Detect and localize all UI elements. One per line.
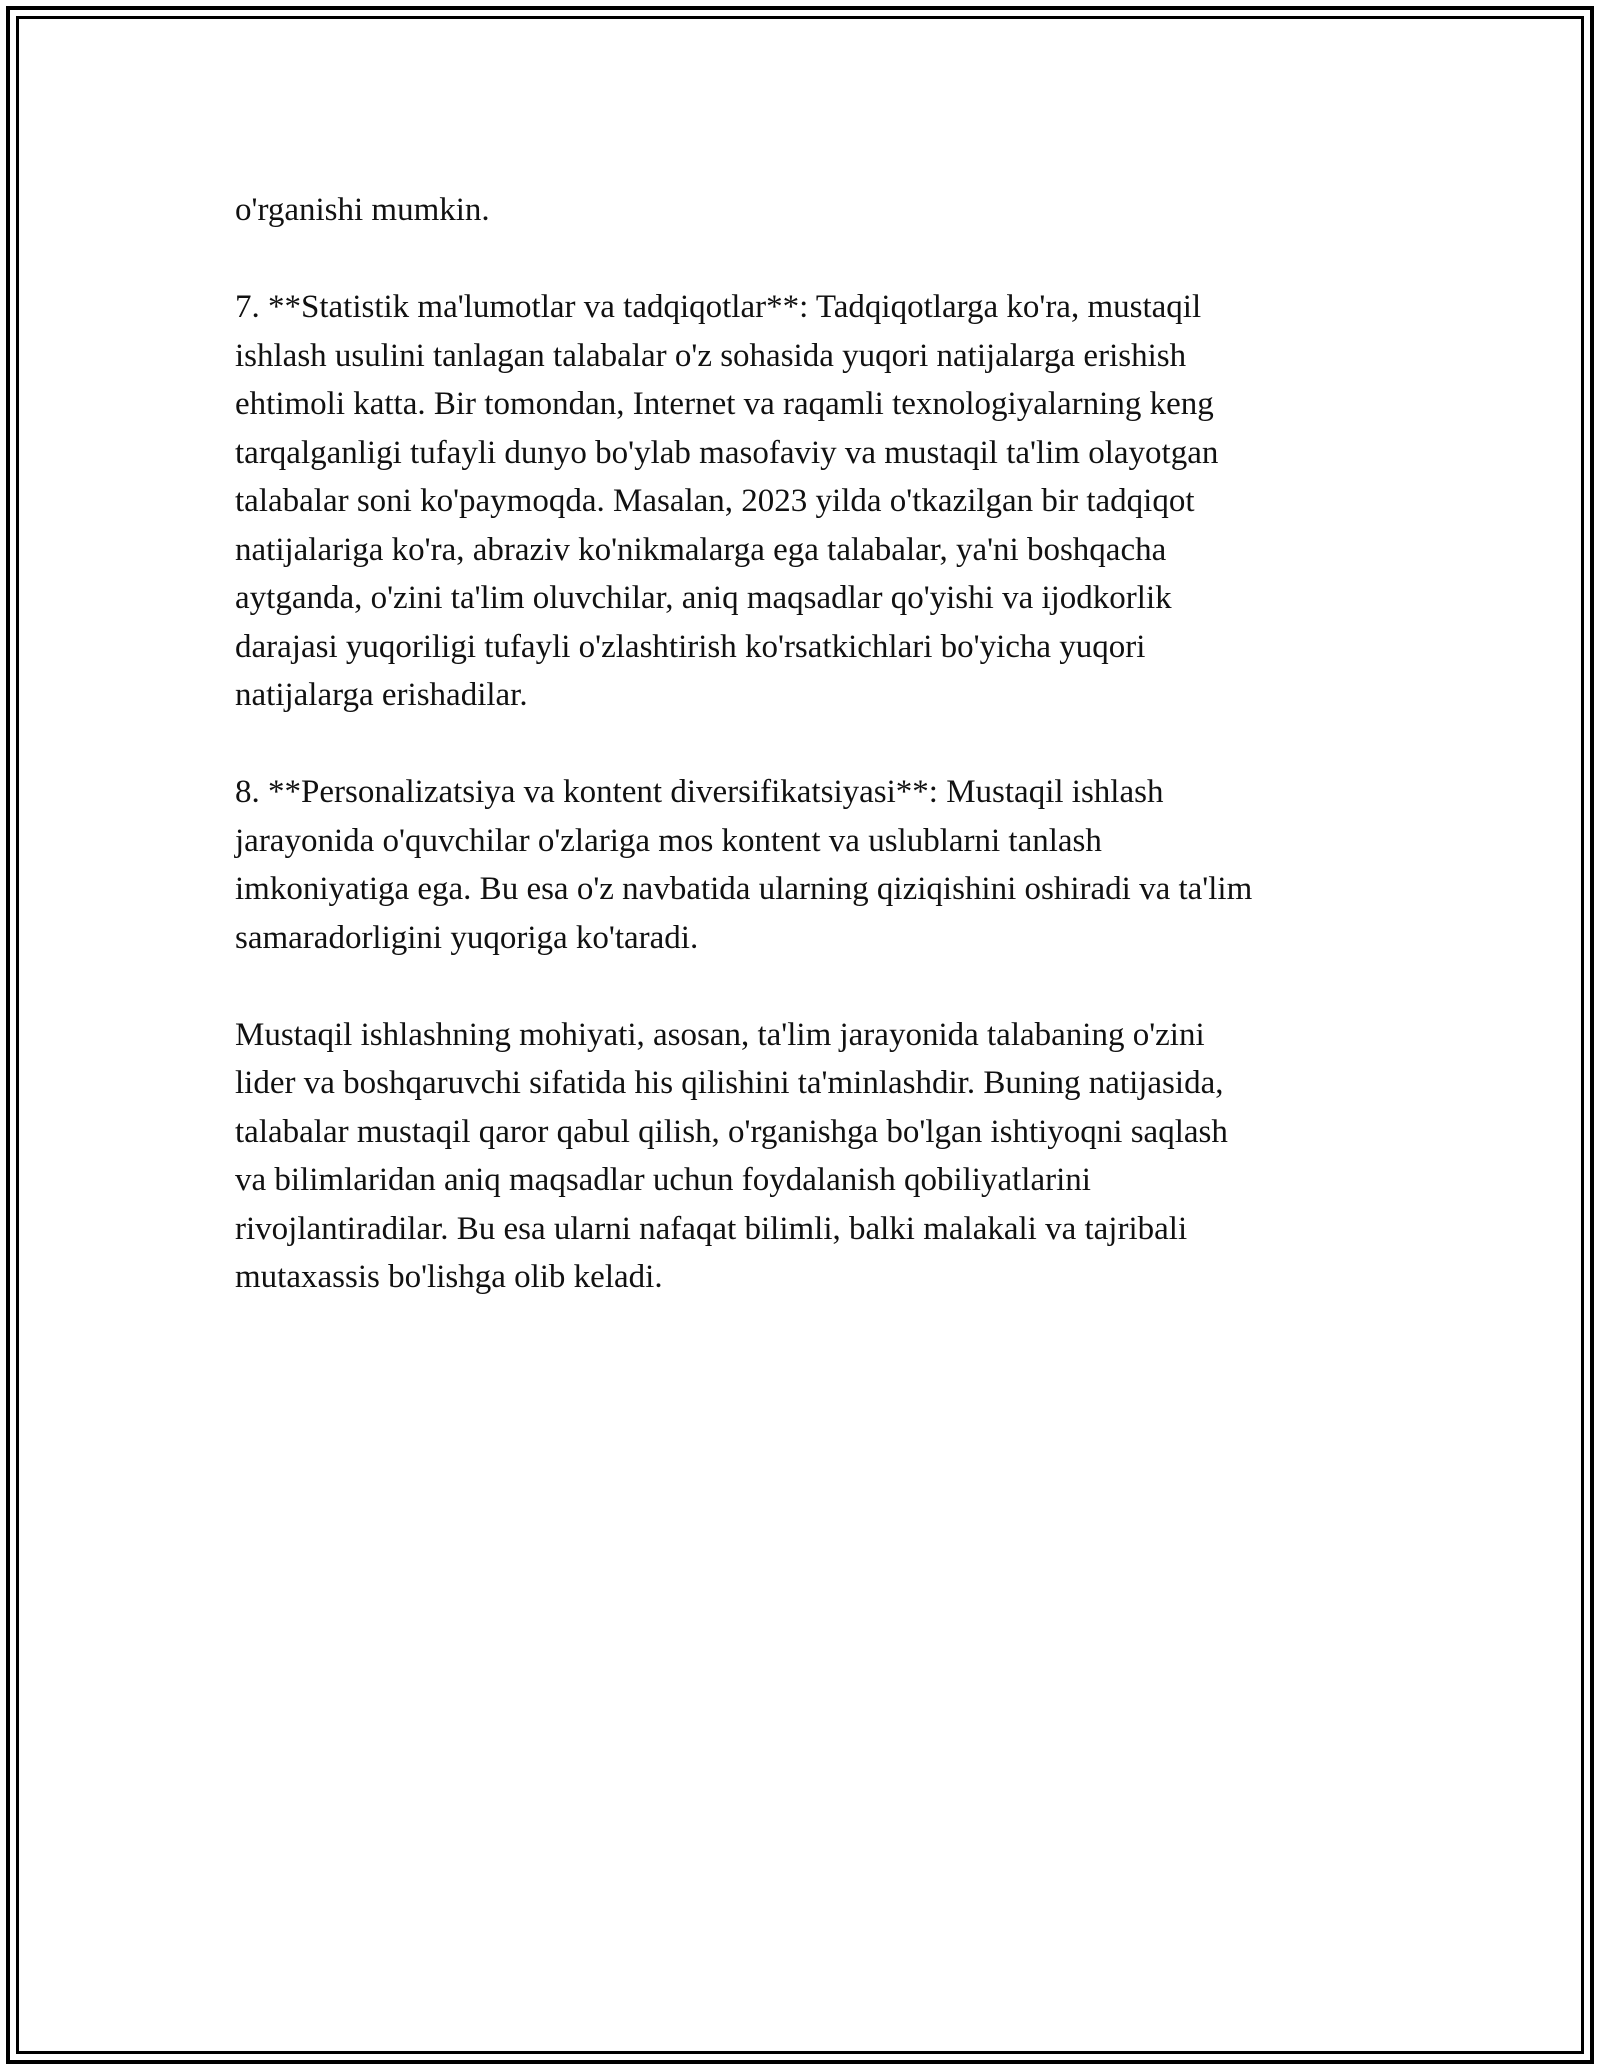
paragraph-continuation: o'rganishi mumkin.	[235, 192, 490, 228]
document-body	[235, 186, 1385, 1350]
paragraph-item-7-statistics: 7. **Statistik ma'lumotlar va tadqiqotlar**: Tadqiqotlarga ko'ra, mustaqil ishlash usulini tanlagan talabalar o'z sohasida yuqori natijalarga erishish ehtimoli katta. Bir tomondan, Internet va raqamli texnologiyalarning keng tarqalganligi tufayli dunyo bo'ylab masofaviy va mustaqil ta'lim olayotgan talabalar soni ko'paymoqda. Masalan, 2023 yilda o'tkazilgan bir tadqiqot natijalariga ko'ra, abraziv ko'nikmalarga ega talabalar, ya'ni boshqacha aytganda, o'zini ta'lim oluvchilar, aniq maqsadlar qo'yishi va ijodkorlik darajasi yuqoriligi tufayli o'zlashtirish ko'rsatkichlari bo'yicha yuqori natijalarga erishadilar.	[235, 289, 1219, 713]
paragraph-conclusion: Mustaqil ishlashning mohiyati, asosan, ta'lim jarayonida talabaning o'zini lider va boshqaruvchi sifatida his qilishini ta'minlashdir. Buning natijasida, talabalar mustaqil qaror qabul qilish, o'rganishga bo'lgan ishtiyoqni saqlash va bilimlaridan aniq maqsadlar uchun foydalanish qobiliyatlarini rivojlantiradilar. Bu esa ularni nafaqat bilimli, balki malakali va tajribali mutaxassis bo'lishga olib keladi.	[235, 1016, 1228, 1295]
paragraph-item-8-personalization: 8. **Personalizatsiya va kontent diversifikatsiyasi**: Mustaqil ishlash jarayonida o'quvchilar o'zlariga mos kontent va uslublarni tanlash imkoniyatiga ega. Bu esa o'z navbatida ularning qiziqishini oshiradi va ta'lim samaradorligini yuqoriga ko'taradi.	[235, 774, 1253, 956]
